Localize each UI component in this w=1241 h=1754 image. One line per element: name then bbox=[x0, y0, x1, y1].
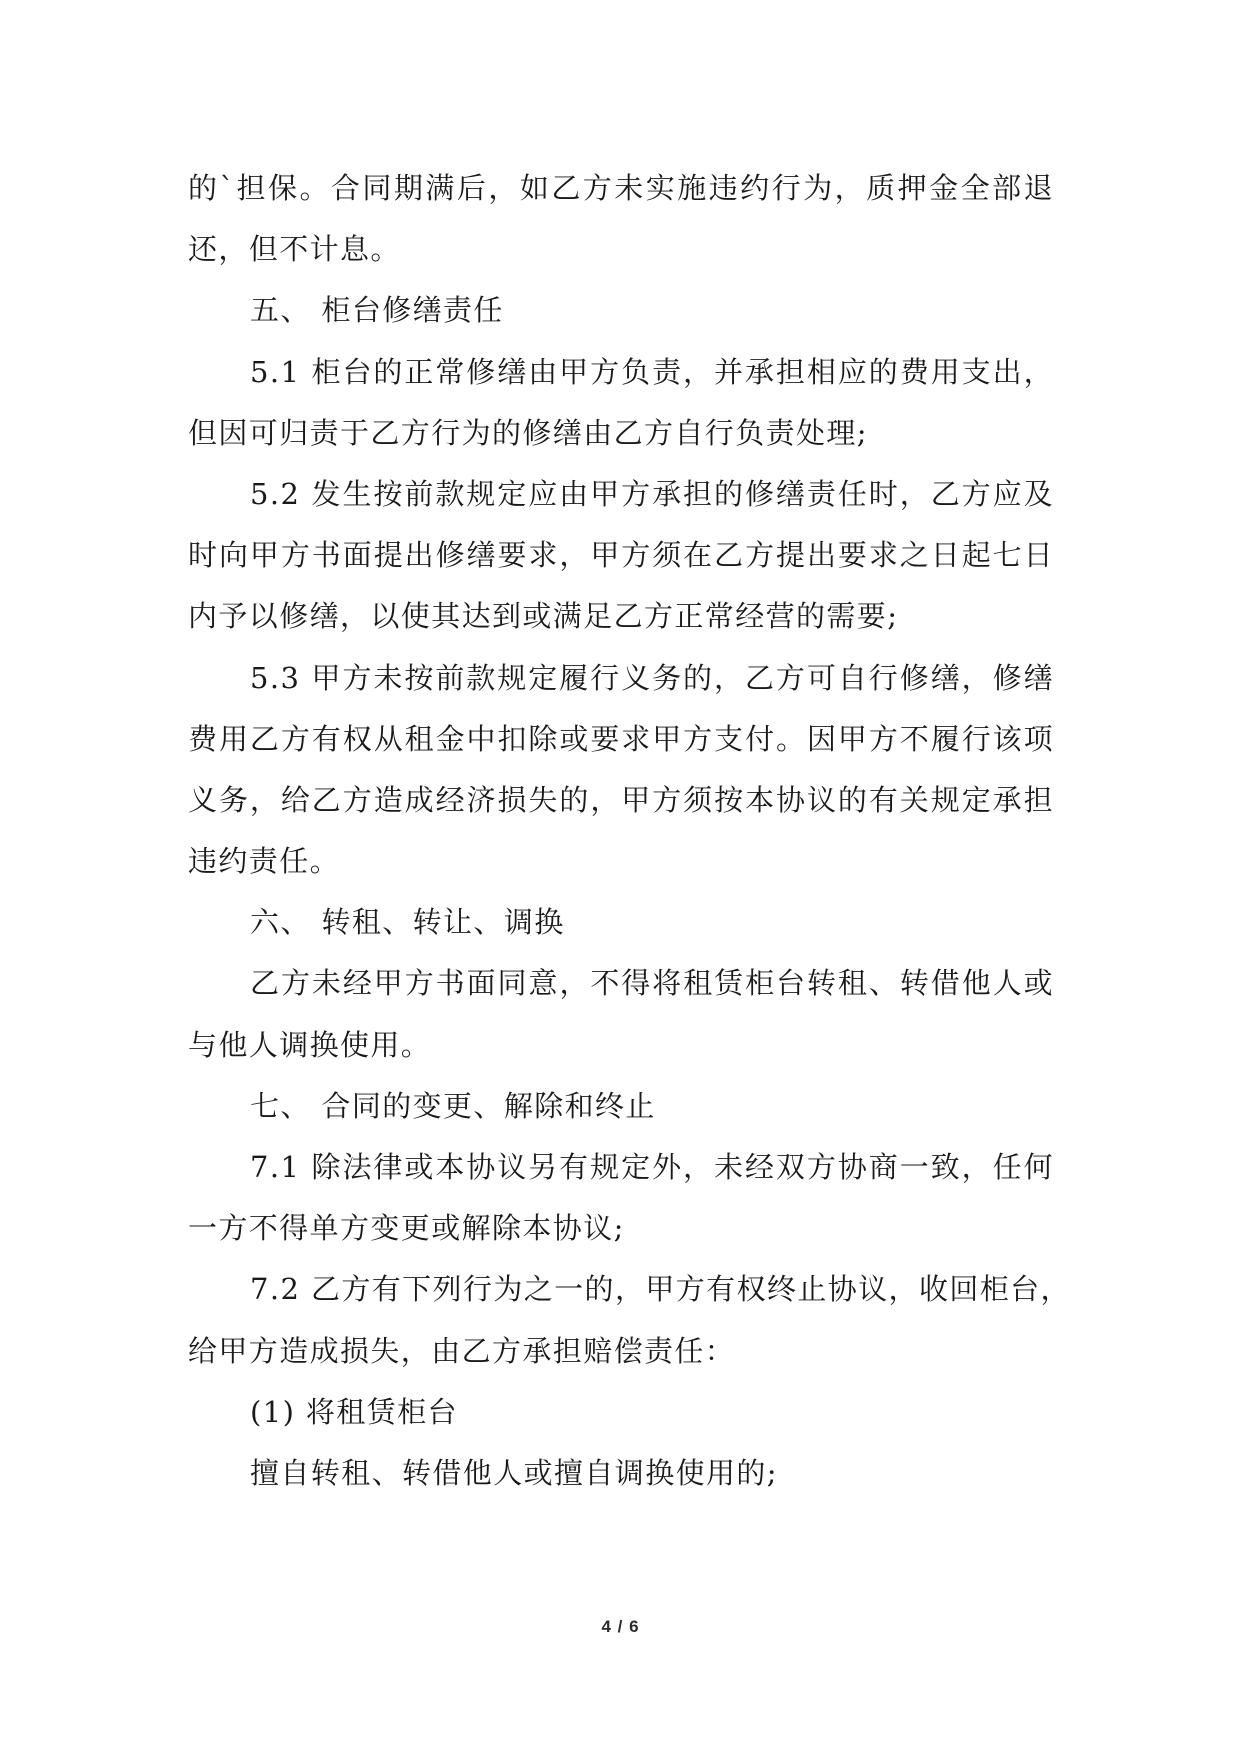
section-heading: 七、 合同的变更、解除和终止 bbox=[250, 1088, 656, 1123]
paragraph-line: 时向甲方书面提出修缮要求，甲方须在乙方提出要求之日起七日 bbox=[188, 538, 1054, 573]
paragraph-line: 7.1 除法律或本协议另有规定外，未经双方协商一致，任何 bbox=[250, 1150, 1054, 1184]
paragraph-line: 擅自转租、转借他人或擅自调换使用的; bbox=[250, 1455, 778, 1490]
paragraph-line: 5.1 柜台的正常修缮由甲方负责，并承担相应的费用支出， bbox=[250, 354, 1054, 389]
paragraph-line: 一方不得单方变更或解除本协议; bbox=[188, 1211, 625, 1246]
paragraph-line: 给甲方造成损失，由乙方承担赔偿责任： bbox=[188, 1333, 736, 1368]
paragraph-line: 5.3 甲方未按前款规定履行义务的，乙方可自行修缮，修缮 bbox=[250, 660, 1054, 695]
paragraph-line: 违约责任。 bbox=[188, 844, 341, 879]
paragraph-line: 费用乙方有权从租金中扣除或要求甲方支付。因甲方不履行该项 bbox=[188, 721, 1054, 756]
paragraph-line: 但因可归责于乙方行为的修缮由乙方自行负责处理; bbox=[188, 415, 868, 450]
paragraph-line: 与他人调换使用。 bbox=[188, 1027, 432, 1062]
page-number: 4 / 6 bbox=[601, 1617, 640, 1636]
paragraph-line: 7.2 乙方有下列行为之一的，甲方有权终止协议，收回柜台， bbox=[250, 1272, 1071, 1307]
section-heading: 六、 转租、转让、调换 bbox=[250, 905, 565, 940]
paragraph-line: 的`担保。合同期满后，如乙方未实施违约行为，质押金全部退 bbox=[188, 171, 1054, 205]
paragraph-line: 乙方未经甲方书面同意，不得将租赁柜台转租、转借他人或 bbox=[250, 966, 1054, 1001]
paragraph-line: 5.2 发生按前款规定应由甲方承担的修缮责任时，乙方应及 bbox=[250, 476, 1054, 511]
section-heading: 五、 柜台修缮责任 bbox=[250, 293, 504, 328]
paragraph-line: 还，但不计息。 bbox=[188, 232, 401, 267]
paragraph-line: 义务，给乙方造成经济损失的，甲方须按本协议的有关规定承担 bbox=[188, 782, 1054, 817]
paragraph-line: 内予以修缮，以使其达到或满足乙方正常经营的需要; bbox=[188, 599, 899, 634]
list-item: (1) 将租赁柜台 bbox=[250, 1394, 458, 1429]
document-body bbox=[188, 158, 1071, 1504]
